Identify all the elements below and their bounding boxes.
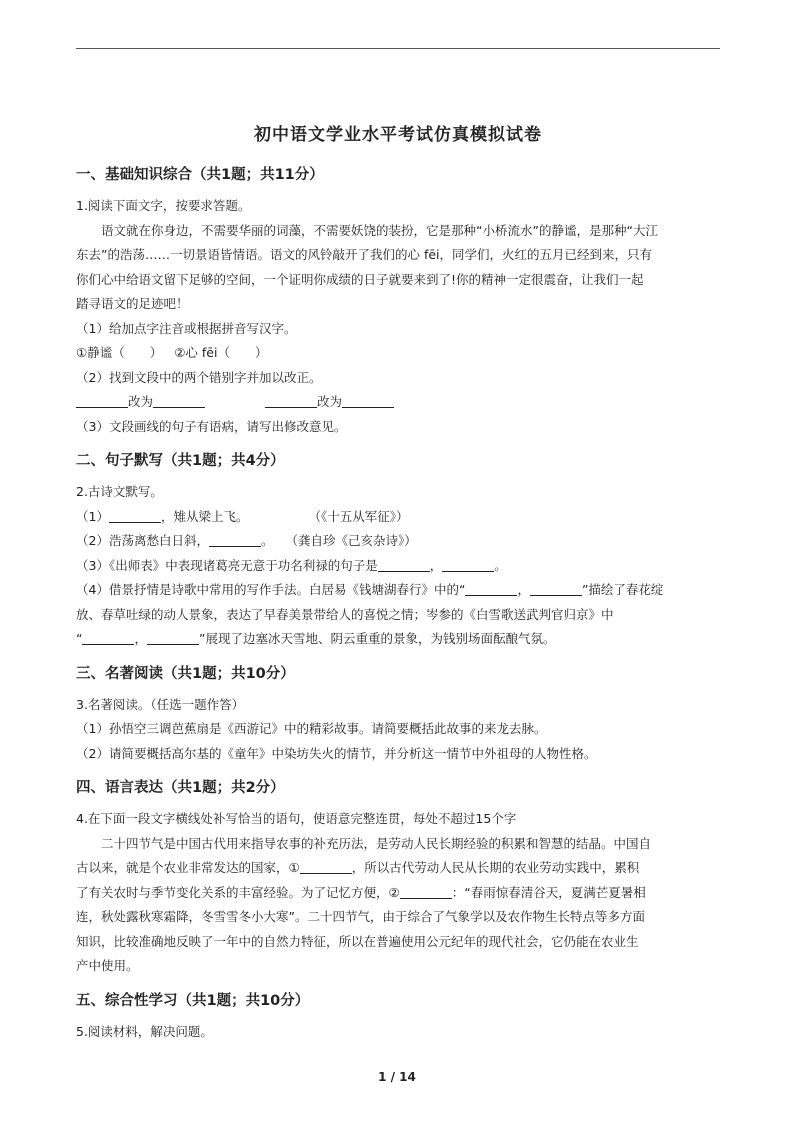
poem-line-4-text: （4）借景抒情是诗歌中常用的写作手法。白居易《钱塘湖春行》中的“	[76, 582, 466, 597]
answer-blank[interactable]	[342, 393, 394, 408]
section-heading-3: 三、名著阅读（共1题；共10分）	[76, 665, 295, 682]
answer-blank[interactable]	[530, 581, 582, 596]
answer-blank[interactable]	[147, 630, 199, 645]
poem-line-2-source: （龚自珍《己亥杂诗》）	[285, 533, 417, 548]
passage-text: 了有关农时与季节变化关系的丰富经验。为了记忆方便，②	[76, 884, 400, 900]
passage-line: 连，秋处露秋寒霜降，冬雪雪冬小大寒”。二十四节气，由于综合了气象学以及农作物生长特点等多方面	[76, 909, 645, 924]
header-rule	[76, 48, 720, 49]
sub-question-1-item-a: ①静谧（ ）	[76, 345, 163, 360]
passage-text: ：“春雨惊春清谷天，夏满芒夏暑相	[451, 884, 646, 900]
answer-blank[interactable]	[378, 557, 430, 572]
question-3-option-1: （1）孙悟空三调芭蕉扇是《西游记》中的精彩故事。请简要概括此故事的来龙去脉。	[76, 721, 547, 736]
quote-open: “	[76, 631, 83, 646]
question-1-stem: 1.阅读下面文字，按要求答题。	[76, 198, 251, 213]
poem-line-4	[76, 578, 720, 603]
answer-blank[interactable]	[76, 393, 128, 408]
page-number: 1 / 14	[378, 1070, 416, 1084]
poem-line-1-source: （《十五从军征》）	[308, 508, 409, 524]
passage-line: 产中使用。	[76, 958, 139, 973]
poem-line-4-sep: ，	[134, 631, 147, 646]
poem-line-1-prefix: （1）	[76, 508, 109, 524]
answer-blank[interactable]	[400, 884, 452, 899]
poem-line-1	[76, 505, 720, 530]
passage-line: 东去”的浩荡……一切景语皆情语。语文的风铃敲开了我们的心 fēi，同学们，火红的五月已经到来，只有	[76, 247, 653, 262]
question-5-stem: 5.阅读材料，解决问题。	[76, 1023, 213, 1039]
poem-line-4-text-tail: ”展现了边塞冰天雪地、阴云重重的景象，为钱别场面酝酿气氛。	[199, 631, 556, 646]
poem-line-1-text: ，雉从梁上飞。	[160, 508, 249, 524]
change-to-label: 改为	[317, 394, 343, 409]
poem-line-2-end: 。	[260, 533, 274, 548]
answer-blank[interactable]	[209, 532, 261, 547]
answer-blank[interactable]	[109, 508, 161, 523]
sub-question-3: （3）文段画线的句子有语病，请写出修改意见。	[76, 418, 347, 434]
section-heading-4: 四、语言表达（共1题；共2分）	[76, 780, 285, 796]
answer-blank[interactable]	[265, 393, 317, 408]
answer-blank[interactable]	[442, 557, 494, 572]
section-heading-2: 二、句子默写（共1题；共4分）	[76, 453, 285, 469]
passage-line: 踏寻语文的足迹吧！	[76, 296, 189, 311]
exam-page	[76, 120, 720, 1044]
poem-line-3-end: 。	[494, 557, 507, 573]
sub-question-1-items	[76, 341, 720, 366]
answer-blank[interactable]	[153, 393, 205, 408]
question-3-stem: 3.名著阅读。（任选一题作答）	[76, 696, 245, 712]
passage-line: 知识，比较准确地反映了一年中的自然力特征，所以在普遍使用公元纪年的现代社会，它仍能在农业生	[76, 933, 639, 949]
poem-line-2-text: （2）浩荡离愁白日斜，	[76, 533, 209, 548]
answer-blank[interactable]	[465, 581, 517, 596]
poem-line-4-sep: ，	[517, 582, 530, 597]
poem-line-2	[76, 529, 720, 554]
sub-question-1: （1）给加点字注音或根据拼音写汉字。	[76, 320, 297, 336]
question-4-stem: 4.在下面一段文字横线处补写恰当的语句，使语意完整连贯，每处不超过15个字	[76, 811, 517, 826]
passage-line: 二十四节气是中国古代用来指导农事的补充历法，是劳动人民长期经验的积累和智慧的结晶。中国自	[101, 835, 652, 851]
sub-question-1-item-b: ②心 fēi（ ）	[174, 345, 268, 360]
passage-line: 你们心中给语文留下足够的空间，一个证明你成绩的日子就要来到了!你的精神一定很震奋，让我们一起	[76, 271, 644, 287]
page-title: 初中语文学业水平考试仿真模拟试卷	[254, 125, 542, 145]
correction-line	[76, 390, 720, 415]
poem-line-4-text-end: ”描绘了春花绽	[581, 582, 664, 597]
answer-blank[interactable]	[300, 859, 352, 874]
passage-line: 语文就在你身边，不需要华丽的词藻，不需要妖饶的装扮，它是那种“小桥流水”的静谧，是那种“大江	[101, 222, 658, 238]
passage-line	[76, 881, 720, 906]
poem-line-3	[76, 554, 720, 579]
change-to-label: 改为	[128, 394, 154, 409]
poem-line-3-sep: ，	[429, 557, 443, 573]
passage-text: ，所以古代劳动人民从长期的农业劳动实践中，累积	[351, 860, 640, 875]
answer-blank[interactable]	[82, 630, 134, 645]
poem-line-4-cont2	[76, 627, 720, 652]
question-3-option-2: （2）请简要概括高尔基的《童年》中染坊失火的情节，并分析这一情节中外祖母的人物性格。	[76, 745, 597, 761]
section-heading-1: 一、基础知识综合（共1题；共11分）	[76, 167, 324, 183]
poem-line-4-cont: 放、春草吐绿的动人景象，表达了早春美景带给人的喜悦之情；岑参的《白雪歌送武判官归京》中	[76, 606, 614, 622]
poem-line-3-text: （3）《出师表》中表现诸葛亮无意于功名利禄的句子是	[76, 557, 378, 573]
passage-line	[76, 856, 720, 881]
section-heading-5: 五、综合性学习（共1题；共10分）	[76, 992, 310, 1009]
question-2-stem: 2.古诗文默写。	[76, 484, 163, 499]
passage-text: 古以来，就是个农业非常发达的国家，①	[76, 860, 300, 875]
sub-question-2: （2）找到文段中的两个错别字并加以改正。	[76, 369, 322, 385]
